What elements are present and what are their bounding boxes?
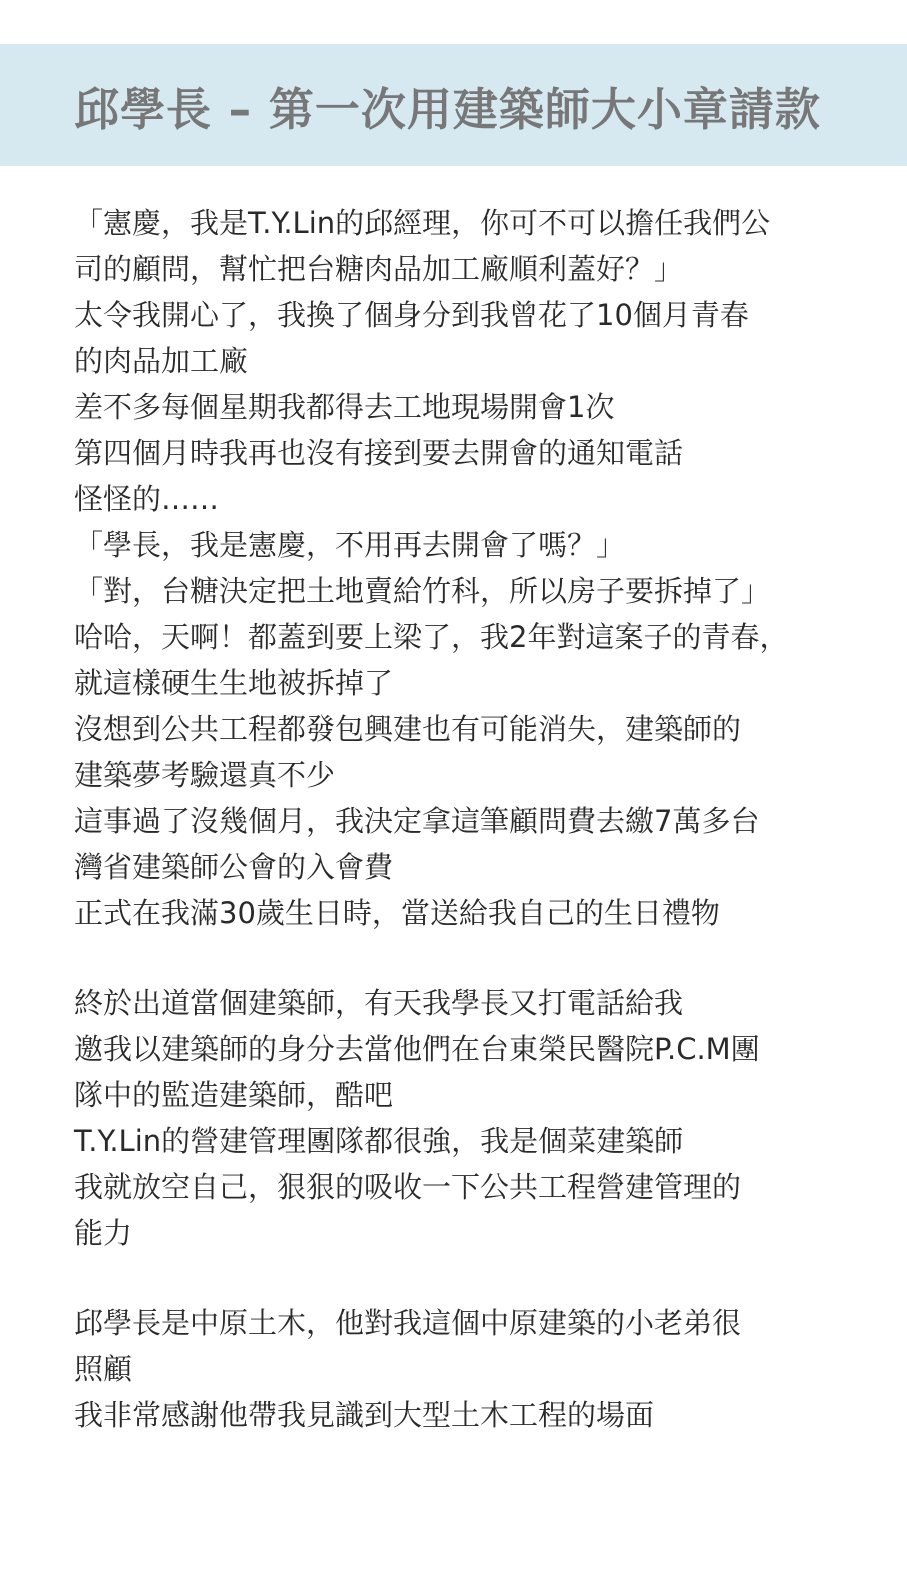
text-line: 「學長，我是憲慶，不用再去開會了嗎？」 bbox=[74, 528, 626, 562]
text-line: 「對，台糖決定把土地賣給竹科，所以房子要拆掉了」 bbox=[74, 574, 771, 608]
text-line: 邱學長是中原土木，他對我這個中原建築的小老弟很 bbox=[74, 1306, 742, 1340]
text-line: 建築夢考驗還真不少 bbox=[74, 758, 336, 792]
text-line: T.Y.Lin的營建管理團隊都很強，我是個菜建築師 bbox=[74, 1124, 684, 1158]
article-body bbox=[74, 200, 874, 1438]
text-line: 隊中的監造建築師，酷吧 bbox=[74, 1078, 394, 1112]
text-line: 「憲慶，我是T.Y.Lin的邱經理，你可不可以擔任我們公 bbox=[74, 206, 771, 240]
text-line: 邀我以建築師的身分去當他們在台東榮民醫院P.C.M團 bbox=[74, 1032, 760, 1066]
text-line: 正式在我滿30歲生日時，當送給我自己的生日禮物 bbox=[74, 896, 720, 930]
text-line: 灣省建築師公會的入會費 bbox=[74, 850, 394, 884]
text-line: 我就放空自己，狠狠的吸收一下公共工程營建管理的 bbox=[74, 1170, 742, 1204]
text-line: 司的顧問，幫忙把台糖肉品加工廠順利蓋好？」 bbox=[74, 252, 684, 286]
page-title: 邱學長 – 第一次用建築師大小章請款 bbox=[74, 82, 821, 136]
paragraph-1 bbox=[74, 200, 874, 936]
title-banner bbox=[0, 44, 907, 166]
text-line: 哈哈，天啊！都蓋到要上梁了，我2年對這案子的青春， bbox=[74, 620, 789, 654]
text-line: 太令我開心了，我換了個身分到我曾花了10個月青春 bbox=[74, 298, 749, 332]
text-line: 的肉品加工廠 bbox=[74, 344, 249, 378]
text-line: 終於出道當個建築師，有天我學長又打電話給我 bbox=[74, 986, 684, 1020]
text-line: 第四個月時我再也沒有接到要去開會的通知電話 bbox=[74, 436, 684, 470]
paragraph-gap bbox=[74, 936, 874, 980]
text-line: 差不多每個星期我都得去工地現場開會1次 bbox=[74, 390, 615, 424]
text-line: 我非常感謝他帶我見識到大型土木工程的場面 bbox=[74, 1398, 655, 1432]
paragraph-gap bbox=[74, 1256, 874, 1300]
text-line: 就這樣硬生生地被拆掉了 bbox=[74, 666, 394, 700]
text-line: 能力 bbox=[74, 1216, 133, 1250]
paragraph-3 bbox=[74, 1300, 874, 1438]
text-line: 沒想到公共工程都發包興建也有可能消失，建築師的 bbox=[74, 712, 742, 746]
text-line: 怪怪的…… bbox=[74, 482, 220, 516]
paragraph-2 bbox=[74, 980, 874, 1256]
text-line: 這事過了沒幾個月，我決定拿這筆顧問費去繳7萬多台 bbox=[74, 804, 760, 838]
text-line: 照顧 bbox=[74, 1352, 133, 1386]
